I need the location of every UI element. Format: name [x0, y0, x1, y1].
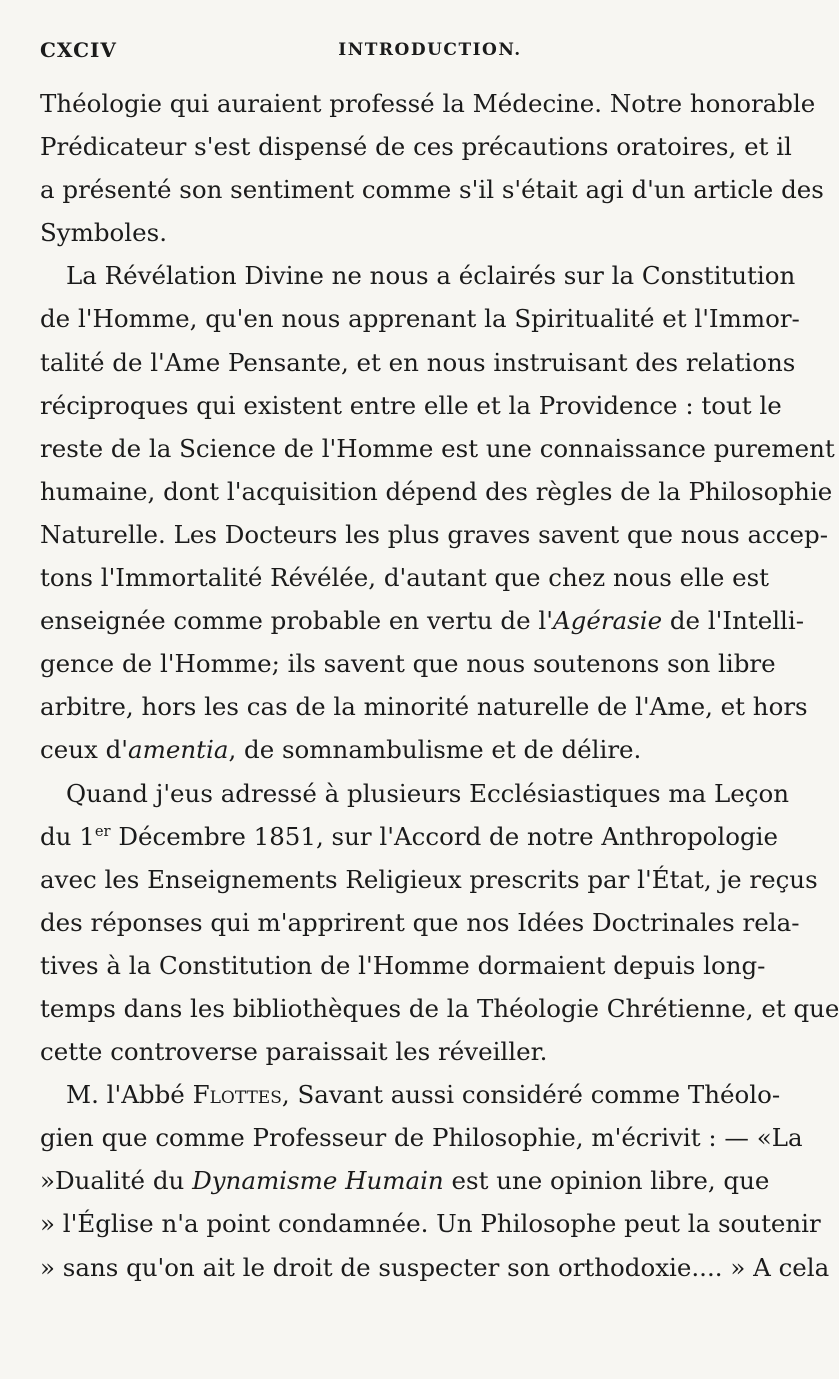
running-title: INTRODUCTION. [338, 40, 522, 60]
text-line: La Révélation Divine ne nous a éclairés sur la Constitution [66, 261, 796, 291]
text-line: humaine, dont l'acquisition dépend des règles de la Philosophie [40, 476, 833, 506]
text-line: gence de l'Homme; ils savent que nous soutenons son libre [40, 649, 776, 679]
text-line: temps dans les bibliothèques de la Théologie Chrétienne, et que [40, 993, 839, 1023]
text-line: gien que comme Professeur de Philosophie, m'écrivit : — «La [40, 1123, 803, 1153]
text-line: Symboles. [40, 218, 167, 248]
small-caps-name: Flottes [192, 1080, 282, 1110]
text-line: enseignée comme probable en vertu de l'Agérasie de l'Intelli- [40, 606, 804, 636]
italic-term: Dynamisme Humain [192, 1166, 444, 1196]
text-line: du 1er Décembre 1851, sur l'Accord de notre Anthropologie [40, 821, 778, 851]
text-line: » l'Église n'a point condamnée. Un Philosophe peut la soutenir [40, 1209, 821, 1239]
text-line: reste de la Science de l'Homme est une connaissance purement [40, 433, 835, 463]
text-line: de l'Homme, qu'en nous apprenant la Spiritualité et l'Immor- [40, 304, 800, 334]
text-line: arbitre, hors les cas de la minorité naturelle de l'Ame, et hors [40, 692, 808, 722]
italic-term: Agérasie [552, 606, 663, 636]
text-line: Théologie qui auraient professé la Médecine. Notre honorable [40, 89, 816, 118]
text-line: Quand j'eus adressé à plusieurs Ecclésiastiques ma Leçon [66, 778, 789, 808]
text-line: Naturelle. Les Docteurs les plus graves savent que nous accep- [40, 519, 828, 549]
body-text [40, 82, 839, 1289]
text-line: »Dualité du Dynamisme Humain est une opinion libre, que [40, 1166, 770, 1196]
text-line: tives à la Constitution de l'Homme dormaient depuis long- [40, 950, 766, 980]
italic-term: amentia [128, 735, 229, 765]
text-line: des réponses qui m'apprirent que nos Idées Doctrinales rela- [40, 907, 800, 937]
text-line: a présenté son sentiment comme s'il s'était agi d'un article des [40, 175, 824, 205]
text-line: ceux d'amentia, de somnambulisme et de délire. [40, 735, 642, 765]
ordinal-superscript: er [94, 822, 111, 840]
text-line: M. l'Abbé Flottes, Savant aussi considéré comme Théolo- [66, 1080, 781, 1110]
page-header [40, 34, 760, 68]
text-line: talité de l'Ame Pensante, et en nous instruisant des relations [40, 347, 796, 377]
text-line: avec les Enseignements Religieux prescrits par l'État, je reçus [40, 864, 818, 894]
text-line: » sans qu'on ait le droit de suspecter son orthodoxie.... » A cela [40, 1252, 830, 1282]
page-number: CXCIV [40, 38, 117, 62]
text-line: réciproques qui existent entre elle et la Providence : tout le [40, 390, 782, 420]
text-line: cette controverse paraissait les réveiller. [40, 1037, 548, 1067]
text-line: tons l'Immortalité Révélée, d'autant que chez nous elle est [40, 563, 770, 593]
text-line: Prédicateur s'est dispensé de ces précautions oratoires, et il [40, 132, 792, 162]
